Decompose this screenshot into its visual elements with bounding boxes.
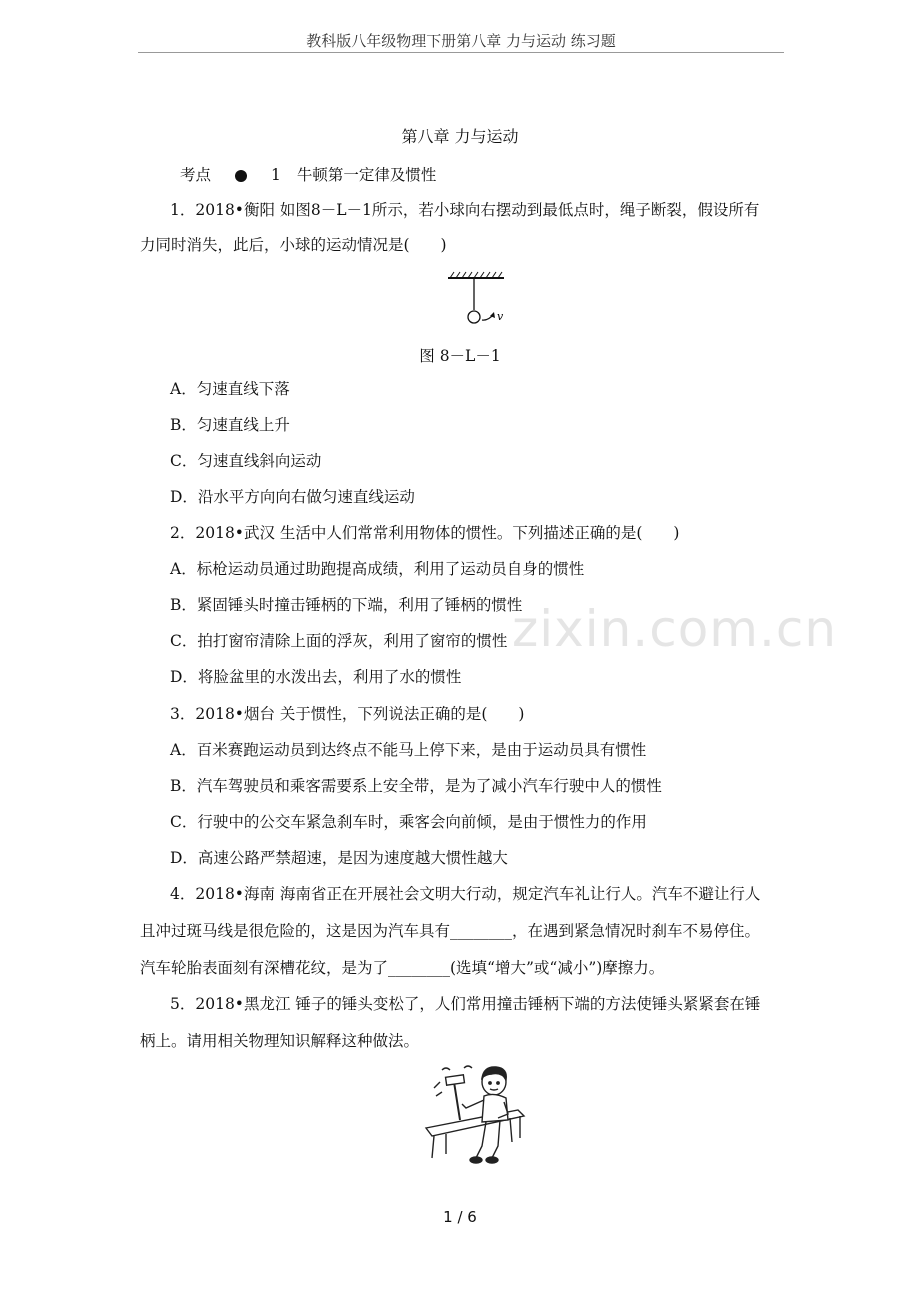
kaodian-number: 1 bbox=[271, 166, 281, 184]
kaodian-text: 牛顿第一定律及惯性 bbox=[296, 166, 437, 184]
velocity-label: v bbox=[497, 310, 504, 323]
q3-option-d: D．高速公路严禁超速，是因为速度越大惯性越大 bbox=[170, 849, 508, 867]
q4-line1: 4．2018•海南 海南省正在开展社会文明大行动，规定汽车礼让行人。汽车不避让行人 bbox=[170, 885, 761, 903]
header-divider bbox=[138, 52, 784, 53]
pendulum-figure bbox=[440, 268, 520, 330]
page-number: 1 / 6 bbox=[443, 1208, 477, 1226]
q3-option-c: C．行驶中的公交车紧急刹车时，乘客会向前倾，是由于惯性力的作用 bbox=[170, 813, 647, 831]
q1-option-b: B．匀速直线上升 bbox=[170, 416, 290, 434]
q1-option-c: C．匀速直线斜向运动 bbox=[170, 452, 322, 470]
ball-icon bbox=[468, 311, 480, 323]
chapter-title: 第八章 力与运动 bbox=[401, 127, 519, 146]
q3-stem: 3．2018•烟台 关于惯性，下列说法正确的是( ) bbox=[170, 705, 525, 723]
bullet-icon bbox=[235, 170, 247, 182]
q2-option-d: D．将脸盆里的水泼出去，利用了水的惯性 bbox=[170, 668, 462, 686]
q2-option-c: C．拍打窗帘清除上面的浮灰，利用了窗帘的惯性 bbox=[170, 632, 508, 650]
kaodian-heading bbox=[180, 163, 436, 185]
q2-option-a: A．标枪运动员通过助跑提高成绩，利用了运动员自身的惯性 bbox=[170, 560, 585, 578]
hammer-boy-illustration bbox=[420, 1062, 530, 1174]
q5-line1: 5．2018•黑龙江 锤子的锤头变松了，人们常用撞击锤柄下端的方法使锤头紧紧套在锤 bbox=[170, 995, 761, 1013]
q4-line3: 汽车轮胎表面刻有深槽花纹，是为了________(选填“增大”或“减小”)摩擦力。 bbox=[140, 959, 665, 977]
q4-line2: 且冲过斑马线是很危险的，这是因为汽车具有________，在遇到紧急情况时刹车不易停住。 bbox=[140, 922, 761, 940]
watermark-text: zixin.com.cn bbox=[512, 600, 838, 658]
q2-stem: 2．2018•武汉 生活中人们常常利用物体的惯性。下列描述正确的是( ) bbox=[170, 524, 680, 542]
q1-stem-line1: 1．2018•衡阳 如图8－L－1所示，若小球向右摆动到最低点时，绳子断裂，假设所有 bbox=[170, 201, 760, 219]
kaodian-label: 考点 bbox=[180, 166, 212, 184]
q3-option-a: A．百米赛跑运动员到达终点不能马上停下来，是由于运动员具有惯性 bbox=[170, 741, 647, 759]
figure-caption: 图 8－L－1 bbox=[419, 347, 501, 365]
q2-option-b: B．紧固锤头时撞击锤柄的下端，利用了锤柄的惯性 bbox=[170, 596, 523, 614]
q1-stem-line2: 力同时消失，此后，小球的运动情况是( ) bbox=[140, 236, 447, 254]
document-header: 教科版八年级物理下册第八章 力与运动 练习题 bbox=[306, 32, 616, 50]
q5-line2: 柄上。请用相关物理知识解释这种做法。 bbox=[140, 1032, 420, 1050]
q1-option-d: D．沿水平方向向右做匀速直线运动 bbox=[170, 488, 415, 506]
q3-option-b: B．汽车驾驶员和乘客需要系上安全带，是为了减小汽车行驶中人的惯性 bbox=[170, 777, 662, 795]
q1-option-a: A．匀速直线下落 bbox=[170, 380, 290, 398]
